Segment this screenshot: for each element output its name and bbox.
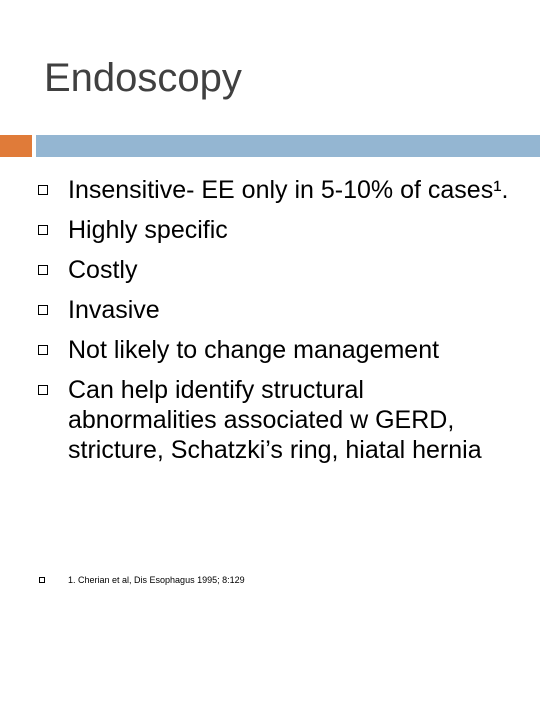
bullet-item-management	[36, 335, 516, 365]
bullet-text: Costly	[68, 256, 138, 284]
bullet-item-specificity	[36, 215, 516, 245]
bullet-item-invasive	[36, 295, 516, 325]
square-bullet-icon	[38, 305, 48, 315]
citation	[36, 573, 516, 587]
accent-block-orange	[0, 135, 32, 157]
square-bullet-icon	[38, 345, 48, 355]
square-bullet-icon	[38, 385, 48, 395]
slide-title: Endoscopy	[44, 56, 242, 100]
square-bullet-icon	[38, 265, 48, 275]
bullet-text: Not likely to change management	[68, 336, 440, 364]
bullet-text: Insensitive- EE only in 5-10% of cases¹.	[68, 176, 509, 204]
bullet-item-sensitivity	[36, 175, 516, 205]
bullet-text: Can help identify structural abnormalities associated w GERD, stricture, Schatzki’s ring, hiatal hernia	[68, 376, 482, 464]
square-bullet-icon	[39, 577, 45, 583]
accent-bar-blue	[36, 135, 540, 157]
bullet-text: Highly specific	[68, 216, 228, 244]
citation-text: 1. Cherian et al, Dis Esophagus 1995; 8:129	[68, 575, 245, 585]
square-bullet-icon	[38, 225, 48, 235]
square-bullet-icon	[38, 185, 48, 195]
bullet-text: Invasive	[68, 296, 160, 324]
bullet-item-cost	[36, 255, 516, 285]
bullet-item-structural	[36, 375, 516, 465]
bullet-list	[36, 175, 516, 475]
